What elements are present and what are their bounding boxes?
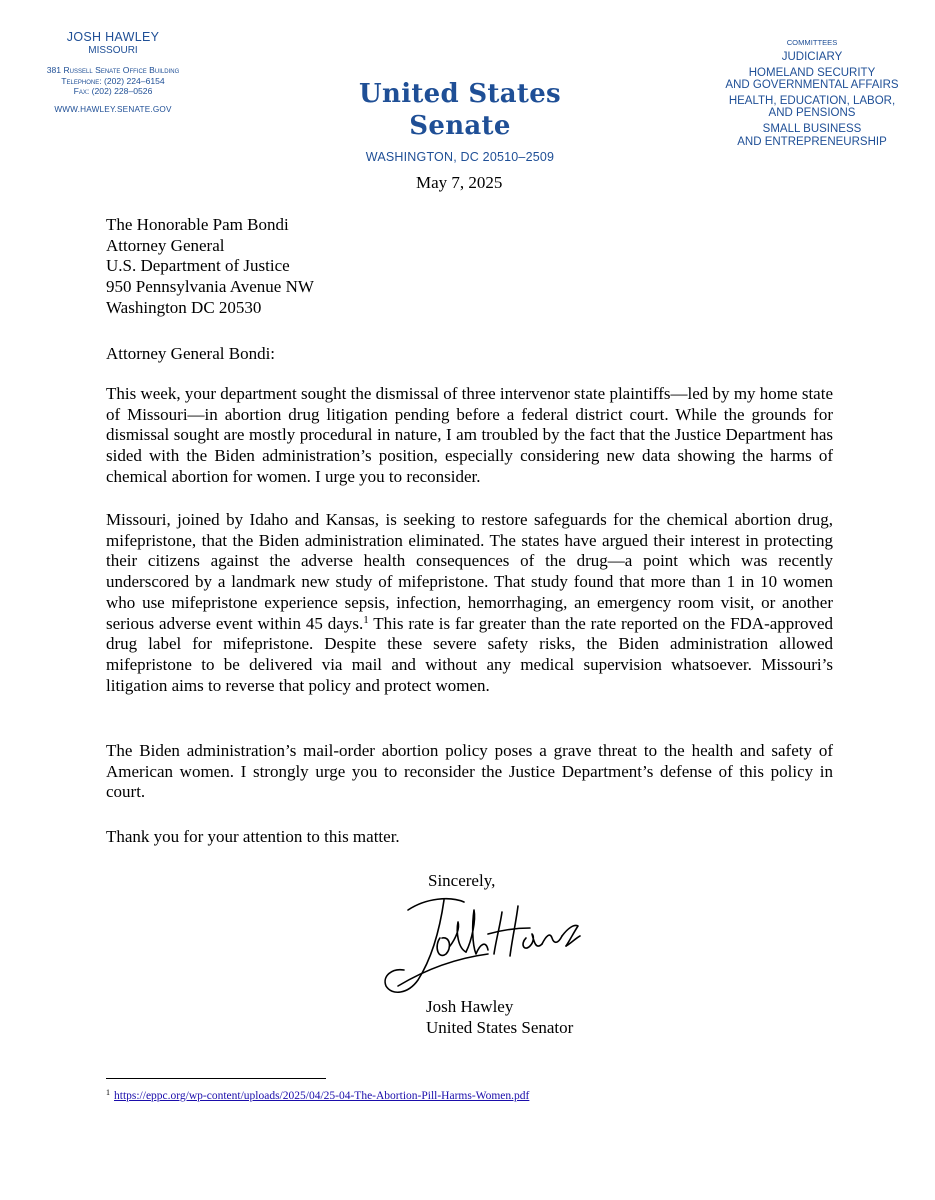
body-paragraph-2-text: Missouri, joined by Idaho and Kansas, is seeking to restore safeguards for the chemical abortion drug, mifepristone, that the Biden administration eliminated. The states have argued their interest in protecting their citizens against the adverse health consequences of the drug—a point which was recently underscored by a landmark new study of mifepristone. That study found that more than 1 in 10 women who use mifepristone experience sepsis, infection, hemorrhaging, an emergency room visit, or another serious adverse event within 45 days.: [106, 510, 833, 633]
body-paragraph-2: [106, 510, 833, 696]
recipient-line: 950 Pennsylvania Avenue NW: [106, 277, 314, 297]
senator-website: WWW.HAWLEY.SENATE.GOV: [54, 104, 172, 114]
committee-item: HOMELAND SECURITY AND GOVERNMENTAL AFFAIRS: [725, 66, 899, 92]
signer-name: Josh Hawley: [426, 997, 514, 1016]
footnote-reference: 1: [363, 613, 369, 626]
senate-masthead: [315, 78, 605, 164]
office-address: 381 Russell Senate Office Building: [46, 65, 180, 75]
committee-item: SMALL BUSINESS AND ENTREPRENEURSHIP: [737, 122, 887, 148]
recipient-line: Attorney General: [106, 235, 225, 255]
office-telephone: Telephone: (202) 224–6154: [61, 75, 165, 86]
office-fax: Fax: (202) 228–0526: [73, 86, 153, 96]
body-paragraph-1: This week, your department sought the dismissal of three intervenor state plaintiffs—led by my home state of Missouri—in abortion drug litigation pending before a federal district court. While the grounds for dismissal sought are mostly procedural in nature, I am troubled by the fact that the Justice Department has sided with the Biden administration’s position, especially considering new data showing the harms of chemical abortion for women. I urge you to reconsider.: [106, 384, 833, 486]
signer-block: [426, 997, 573, 1039]
senator-state: MISSOURI: [88, 45, 138, 56]
body-paragraph-3: The Biden administration’s mail-order abortion policy poses a grave threat to the health and safety of American women. I strongly urge you to reconsider the Justice Department’s defense of this policy in court.: [106, 741, 833, 802]
sign-off: Sincerely,: [428, 871, 496, 890]
closing-line: Thank you for your attention to this matter.: [106, 827, 400, 846]
recipient-line: U.S. Department of Justice: [106, 256, 290, 276]
body-paragraph-2-text-cont: This rate is far greater than the rate reported on the FDA-approved drug label for mifepristone. Despite these severe safety risks, the Biden administration allowed mifepristone to be delivered via mail and without any medical supervision whatsoever. Missouri’s litigation aims to reverse that policy and protect women.: [106, 613, 833, 695]
footnote-divider: [106, 1078, 326, 1079]
footnote-number: 1: [106, 1088, 110, 1097]
recipient-address: [106, 215, 314, 319]
footnote: [106, 1085, 529, 1104]
committees-heading: COMMITTEES: [786, 38, 838, 47]
salutation: Attorney General Bondi:: [106, 344, 276, 363]
handwritten-signature: [378, 888, 588, 1000]
senator-name: JOSH HAWLEY: [66, 30, 160, 44]
recipient-line: Washington DC 20530: [106, 297, 262, 317]
footnote-link[interactable]: https://eppc.org/wp-content/uploads/2025/04/25-04-The-Abortion-Pill-Harms-Women.pdf: [114, 1090, 530, 1102]
senate-city: WASHINGTON, DC 20510–2509: [365, 150, 555, 164]
senate-wordmark: United States Senate: [359, 79, 561, 141]
recipient-line: The Honorable Pam Bondi: [106, 215, 289, 234]
letter-date: May 7, 2025: [416, 173, 503, 192]
committee-item: HEALTH, EDUCATION, LABOR, AND PENSIONS: [728, 94, 896, 120]
committee-item: JUDICIARY: [781, 51, 843, 63]
committees-block: [712, 38, 912, 148]
signer-title: United States Senator: [426, 1017, 574, 1037]
senator-contact-block: [18, 30, 208, 115]
